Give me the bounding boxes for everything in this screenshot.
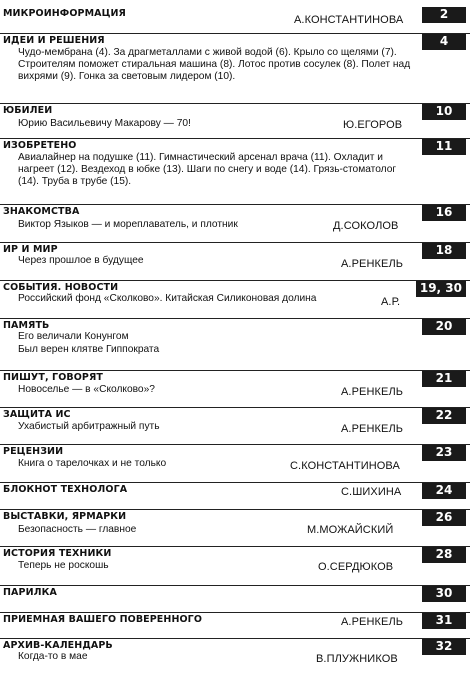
author-name: В.ПЛУЖНИКОВ [316, 653, 398, 665]
section-title: ПИШУТ, ГОВОРЯТ [3, 372, 103, 383]
article-title: Ухабистый арбитражный путь [18, 421, 160, 432]
section-title: ПАРИЛКА [3, 587, 57, 598]
author-name: А.РЕНКЕЛЬ [341, 386, 404, 398]
author-name: А.РЕНКЕЛЬ [341, 616, 404, 628]
section-divider [0, 318, 470, 319]
page-number-badge: 4 [422, 34, 466, 50]
article-title: Через прошлое в будущее [18, 255, 144, 266]
section-divider [0, 407, 470, 408]
page-number-badge: 18 [422, 243, 466, 259]
section-title: ЗАЩИТА ИС [3, 409, 71, 420]
article-title: Теперь не роскошь [18, 560, 109, 571]
article-title: Был верен клятве Гиппократа [18, 344, 160, 355]
page-number-badge: 19, 30 [416, 281, 466, 297]
page-number-badge: 2 [422, 7, 466, 23]
section-divider [0, 370, 470, 371]
author-name: Д.СОКОЛОВ [333, 220, 399, 232]
author-name: А.КОНСТАНТИНОВА [294, 14, 404, 26]
section-divider [0, 546, 470, 547]
section-title: МИКРОИНФОРМАЦИЯ [3, 8, 126, 19]
section-title: ИСТОРИЯ ТЕХНИКИ [3, 548, 112, 559]
article-title: Его величали Конунгом [18, 331, 129, 342]
section-divider [0, 242, 470, 243]
section-divider [0, 103, 470, 104]
article-title: Юрию Васильевичу Макарову — 70! [18, 118, 191, 129]
page-number-badge: 31 [422, 613, 466, 629]
section-title: АРХИВ-КАЛЕНДАРЬ [3, 640, 113, 651]
author-name: А.Р. [381, 296, 401, 308]
page-number-badge: 30 [422, 586, 466, 602]
section-title: ЮБИЛЕИ [3, 105, 53, 116]
section-title: ВЫСТАВКИ, ЯРМАРКИ [3, 511, 127, 522]
article-title: Виктор Языков — и мореплаватель, и плотник [18, 219, 238, 230]
section-title: ИЗОБРЕТЕНО [3, 140, 77, 151]
section-divider [0, 444, 470, 445]
page-number-badge: 16 [422, 205, 466, 221]
author-name: О.СЕРДЮКОВ [318, 561, 394, 573]
page-number-badge: 32 [422, 639, 466, 655]
page-number-badge: 23 [422, 445, 466, 461]
section-divider [0, 638, 470, 639]
author-name: М.МОЖАЙСКИЙ [307, 524, 394, 536]
section-divider [0, 33, 470, 34]
page-number-badge: 28 [422, 547, 466, 563]
page-number-badge: 22 [422, 408, 466, 424]
section-divider [0, 204, 470, 205]
article-title: Новоселье — в «Сколково»? [18, 384, 155, 395]
article-title: Когда-то в мае [18, 651, 88, 662]
page-number-badge: 21 [422, 371, 466, 387]
section-title: РЕЦЕНЗИИ [3, 446, 64, 457]
author-name: Ю.ЕГОРОВ [343, 119, 403, 131]
section-article-list: Чудо-мембрана (4). За драгметаллами с живой водой (6). Крыло со щелями (7). Строителям поможет стиральная машина (8). Лотос против сосулек (8). Полет над вихрями (9). Гонка за световым лидером (10). [18, 47, 411, 82]
article-title: Российский фонд «Сколково». Китайская Силиконовая долина [18, 293, 317, 304]
section-title: ПРИЕМНАЯ ВАШЕГО ПОВЕРЕННОГО [3, 614, 203, 625]
page-number-badge: 20 [422, 319, 466, 335]
author-name: С.ШИХИНА [341, 486, 402, 498]
section-divider [0, 138, 470, 139]
section-divider [0, 585, 470, 586]
section-divider [0, 509, 470, 510]
section-divider [0, 280, 470, 281]
section-title: БЛОКНОТ ТЕХНОЛОГА [3, 484, 128, 495]
section-divider [0, 612, 470, 613]
section-title: ИДЕИ И РЕШЕНИЯ [3, 35, 105, 46]
article-title: Безопасность — главное [18, 524, 137, 535]
author-name: С.КОНСТАНТИНОВА [290, 460, 400, 472]
page-number-badge: 10 [422, 104, 466, 120]
section-title: СОБЫТИЯ. НОВОСТИ [3, 282, 119, 293]
article-title: Книга о тарелочках и не только [18, 458, 167, 469]
section-divider [0, 482, 470, 483]
page-number-badge: 11 [422, 139, 466, 155]
page-number-badge: 26 [422, 510, 466, 526]
section-title: ЗНАКОМСТВА [3, 206, 80, 217]
author-name: А.РЕНКЕЛЬ [341, 423, 404, 435]
section-title: ПАМЯТЬ [3, 320, 50, 331]
author-name: А.РЕНКЕЛЬ [341, 258, 404, 270]
section-title: ИР И МИР [3, 244, 58, 255]
section-article-list: Авиалайнер на подушке (11). Гимнастический арсенал врача (11). Охладит и нагреет (12). Вездеход в юбке (13). Шаги по снегу и воде (14). Грязь-стоматолог (14). Труба в трубе (15). [18, 152, 397, 187]
page-number-badge: 24 [422, 483, 466, 499]
